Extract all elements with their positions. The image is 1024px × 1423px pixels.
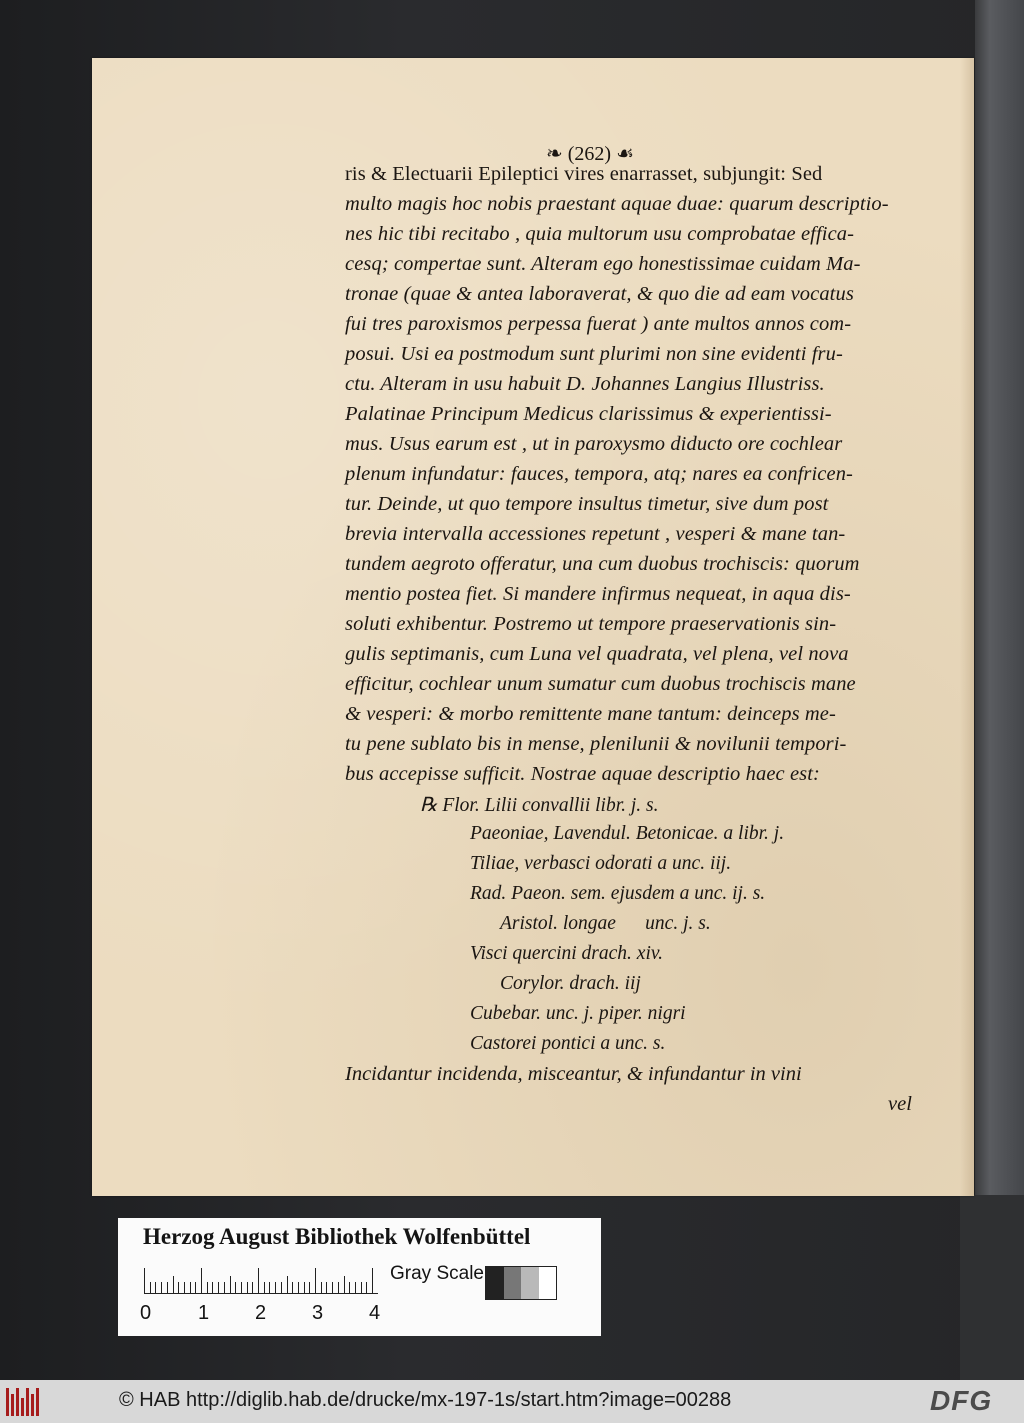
ruler-tick	[212, 1282, 213, 1294]
scale-ruler	[144, 1268, 380, 1294]
ruler-tick	[287, 1276, 288, 1294]
text-line: mentio postea fiet. Si mandere infirmus nequeat, in aqua dis-	[345, 583, 851, 605]
text-line: ris & Electuarii Epileptici vires enarrasset, subjungit: Sed	[345, 163, 823, 185]
recipe-line: Castorei pontici a unc. s.	[470, 1033, 666, 1054]
text-line: plenum infundatur: fauces, tempora, atq; nares ea confricen-	[345, 463, 853, 485]
gray-swatch-black	[486, 1267, 504, 1299]
recipe-line: ℞ Flor. Lilii convallii libr. j. s.	[420, 795, 659, 816]
ruler-tick	[247, 1282, 248, 1294]
ruler-tick	[315, 1268, 316, 1294]
gray-swatch-dark	[504, 1267, 522, 1299]
catchword: vel	[888, 1093, 912, 1115]
ruler-tick	[201, 1268, 202, 1294]
ruler-tick	[167, 1282, 168, 1294]
hab-logo-icon	[6, 1388, 44, 1416]
text-line: & vesperi: & morbo remittente mane tantum: deinceps me-	[345, 703, 836, 725]
ruler-number: 3	[312, 1302, 324, 1324]
text-line: posui. Usi ea postmodum sunt plurimi non sine evidenti fru-	[345, 343, 843, 365]
text-line: Palatinae Principum Medicus clarissimus & experientissi-	[345, 403, 832, 425]
ruler-tick	[235, 1282, 236, 1294]
ruler-tick	[326, 1282, 327, 1294]
mounting-board	[975, 0, 1024, 1380]
ruler-tick	[292, 1282, 293, 1294]
text-line: tronae (quae & antea laboraverat, & quo die ad eam vocatus	[345, 283, 854, 305]
dfg-logo: DFG	[930, 1385, 993, 1416]
mounting-board-lower	[960, 1195, 1024, 1380]
text-line: tundem aegroto offeratur, una cum duobus trochiscis: quorum	[345, 553, 860, 575]
footer-bar	[0, 1380, 1024, 1423]
text-line: nes hic tibi recitabo , quia multorum usu comprobatae effica-	[345, 223, 855, 245]
text-line: bus accepisse sufficit. Nostrae aquae descriptio haec est:	[345, 763, 820, 785]
ruler-tick	[241, 1282, 242, 1294]
ruler-tick	[230, 1276, 231, 1294]
ruler-tick	[207, 1282, 208, 1294]
ruler-tick	[150, 1282, 151, 1294]
gray-scale-label: Gray Scale	[390, 1263, 484, 1284]
ruler-tick	[264, 1282, 265, 1294]
ruler-tick	[298, 1282, 299, 1294]
closing-line: Incidantur incidenda, misceantur, & infundantur in vini	[345, 1063, 802, 1085]
recipe-line: Aristol. longae unc. j. s.	[500, 913, 711, 934]
text-line: tur. Deinde, ut quo tempore insultus timetur, sive dum post	[345, 493, 829, 515]
ruler-tick	[258, 1268, 259, 1294]
text-line: fui tres paroxismos perpessa fuerat ) ante multos annos com-	[345, 313, 852, 335]
library-label-card	[118, 1218, 601, 1336]
ruler-tick	[178, 1282, 179, 1294]
ruler-number: 4	[369, 1302, 381, 1324]
gray-swatch-white	[539, 1267, 557, 1299]
page-number-text: (262)	[567, 143, 612, 165]
text-line: tu pene sublato bis in mense, plenilunii & novilunii tempori-	[345, 733, 847, 755]
ruler-tick	[281, 1282, 282, 1294]
ruler-tick	[275, 1282, 276, 1294]
ruler-tick	[332, 1282, 333, 1294]
ruler-tick	[304, 1282, 305, 1294]
ruler-tick	[190, 1282, 191, 1294]
recipe-line: Paeoniae, Lavendul. Betonicae. a libr. j.	[470, 823, 785, 844]
text-line: efficitur, cochlear unum sumatur cum duobus trochiscis mane	[345, 673, 856, 695]
ruler-tick	[344, 1276, 345, 1294]
ruler-tick	[361, 1282, 362, 1294]
text-line: mus. Usus earum est , ut in paroxysmo diducto ore cochlear	[345, 433, 843, 455]
ruler-tick	[173, 1276, 174, 1294]
ruler-tick	[349, 1282, 350, 1294]
ruler-tick	[309, 1282, 310, 1294]
ruler-tick	[161, 1282, 162, 1294]
ruler-number: 2	[255, 1302, 267, 1324]
ruler-tick	[269, 1282, 270, 1294]
gray-swatch-light	[521, 1267, 539, 1299]
ruler-tick	[144, 1268, 145, 1294]
text-line: ctu. Alteram in usu habuit D. Johannes Langius Illustriss.	[345, 373, 825, 395]
ruler-tick	[366, 1282, 367, 1294]
recipe-line: Tiliae, verbasci odorati a unc. iij.	[470, 853, 732, 874]
ruler-tick	[224, 1282, 225, 1294]
ruler-tick	[218, 1282, 219, 1294]
text-line: soluti exhibentur. Postremo ut tempore praeservationis sin-	[345, 613, 837, 635]
text-line: multo magis hoc nobis praestant aquae duae: quarum descriptio-	[345, 193, 889, 215]
recipe-line: Visci quercini drach. xiv.	[470, 943, 663, 964]
ornament-left-icon: ❧	[546, 143, 568, 165]
ruler-tick	[195, 1282, 196, 1294]
ruler-tick	[338, 1282, 339, 1294]
ruler-number: 1	[198, 1302, 210, 1324]
ruler-tick	[372, 1268, 373, 1294]
recipe-line: Rad. Paeon. sem. ejusdem a unc. ij. s.	[470, 883, 766, 904]
text-line: brevia intervalla accessiones repetunt , vesperi & mane tan-	[345, 523, 846, 545]
ruler-number: 0	[140, 1302, 152, 1324]
recipe-line: Cubebar. unc. j. piper. nigri	[470, 1003, 686, 1024]
gray-scale-swatch	[485, 1266, 557, 1300]
library-name: Herzog August Bibliothek Wolfenbüttel	[143, 1224, 531, 1249]
text-line: gulis septimanis, cum Luna vel quadrata, vel plena, vel nova	[345, 643, 849, 665]
page-edge	[960, 58, 974, 1196]
copyright-link[interactable]: © HAB http://diglib.hab.de/drucke/mx-197-1s/start.htm?image=00288	[119, 1389, 732, 1411]
ruler-tick	[252, 1282, 253, 1294]
ruler-tick	[321, 1282, 322, 1294]
recipe-line: Corylor. drach. iij	[500, 973, 641, 994]
ruler-tick	[355, 1282, 356, 1294]
ornament-right-icon: ☙	[611, 143, 635, 165]
text-line: cesq; compertae sunt. Alteram ego honestissimae cuidam Ma-	[345, 253, 861, 275]
ruler-tick	[155, 1282, 156, 1294]
ruler-tick	[184, 1282, 185, 1294]
